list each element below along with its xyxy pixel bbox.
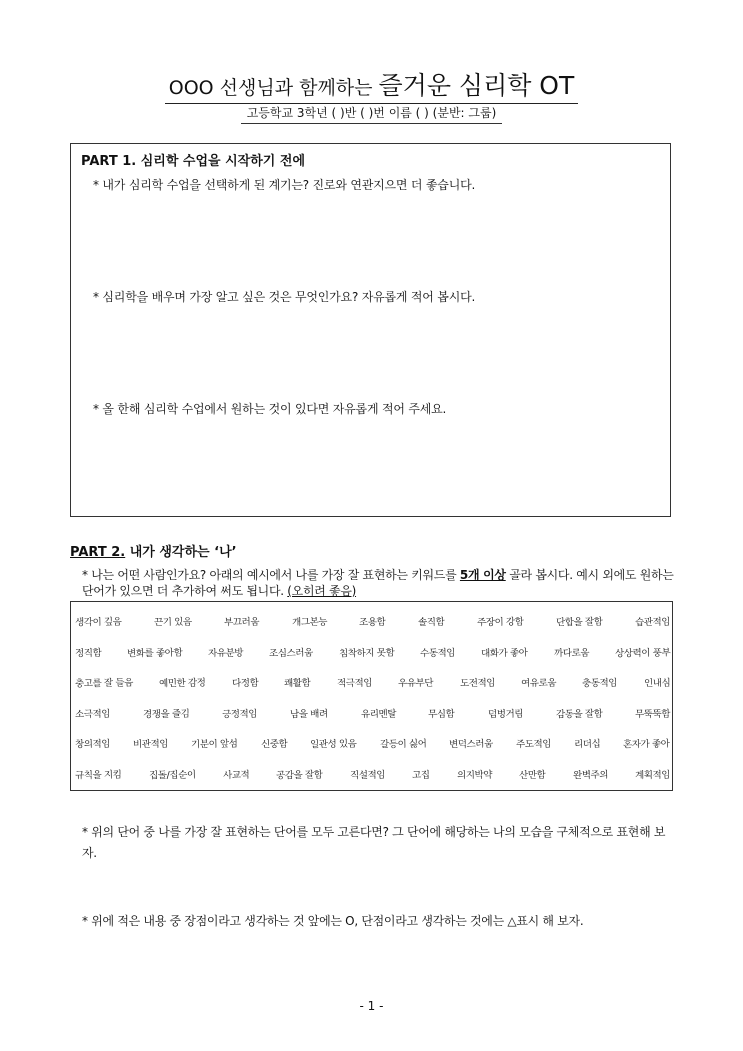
part2-question-1: * 위의 단어 중 나를 가장 잘 표현하는 단어를 모두 고른다면? 그 단어에 해당하는 나의 모습을 구체적으로 표현해 보자.	[82, 825, 666, 860]
part2-heading-rest: 내가 생각하는 ‘나’	[125, 545, 237, 560]
keyword: 무심함	[428, 708, 455, 720]
keyword: 경쟁을 즐김	[142, 708, 190, 721]
instruction-tail: (오히려 좋음)	[287, 584, 357, 598]
keyword: 덤벙거림	[487, 708, 523, 721]
keyword: 무뚝뚝함	[634, 708, 671, 721]
keyword-box	[70, 601, 673, 791]
keyword: 생각이 깊음	[74, 616, 122, 629]
keyword: 상상력이 풍부	[614, 647, 671, 660]
keyword: 조심스러움	[269, 647, 314, 660]
keyword: 자유분방	[208, 647, 244, 660]
instruction-keyword-count: 5개 이상	[459, 568, 506, 582]
part1-heading: PART 1. 심리학 수업을 시작하기 전에	[81, 154, 305, 169]
keyword: 주도적임	[515, 738, 552, 751]
keyword: 소극적임	[74, 708, 111, 721]
keyword: 쾌활함	[284, 678, 311, 690]
keyword-row	[75, 667, 670, 698]
keyword: 여유로움	[520, 677, 557, 690]
keyword-row	[75, 728, 670, 759]
part2-heading-prefix: PART 2.	[70, 545, 126, 560]
student-info-line	[0, 104, 743, 124]
part2-question-2: * 위에 적은 내용 중 장점이라고 생각하는 것 앞에는 O, 단점이라고 생각하는 것에는 △표시 해 보자.	[82, 914, 584, 928]
keyword: 까다로움	[553, 647, 589, 660]
keyword-row	[75, 637, 670, 668]
keyword-row	[75, 698, 670, 729]
keyword: 규칙을 지킴	[74, 769, 122, 782]
keyword: 창의적임	[74, 738, 111, 751]
keyword: 기분이 앞섬	[191, 738, 238, 751]
part1-question-3: * 올 한해 심리학 수업에서 원하는 것이 있다면 자유롭게 적어 주세요.	[93, 402, 447, 416]
keyword: 침착하지 못함	[339, 647, 395, 660]
keyword: 예민한 감정	[159, 677, 206, 690]
instruction-pre: * 나는 어떤 사람인가요? 아래의 예시에서 나를 가장 잘 표현하는 키워드를	[82, 568, 460, 582]
keyword: 변덕스러움	[449, 738, 494, 751]
keyword: 수동적임	[420, 647, 456, 660]
title-accent: 즐거운 심리학 OT	[378, 71, 575, 100]
keyword: 혼자가 좋아	[623, 738, 671, 751]
part1-question-1: * 내가 심리학 수업을 선택하게 된 계기는? 진로와 연관지으면 더 좋습니다.	[93, 178, 476, 192]
keyword: 유리멘탈	[360, 708, 396, 721]
page-number: - 1 -	[359, 999, 384, 1013]
keyword: 조용함	[359, 617, 386, 629]
keyword: 정직함	[74, 647, 102, 659]
keyword: 변화를 좋아함	[127, 647, 183, 660]
keyword: 사교적	[222, 769, 250, 781]
keyword-row	[75, 759, 670, 790]
keyword: 주장이 강함	[476, 616, 524, 629]
part1-box	[70, 143, 671, 517]
keyword: 우유부단	[398, 677, 434, 690]
student-info-text: 고등학교 3학년 ( )반 ( )번 이름 ( ) (분반: 그룹)	[241, 104, 503, 124]
keyword: 단합을 잘함	[555, 616, 603, 629]
keyword: 직설적임	[349, 769, 385, 782]
keyword: 습관적임	[634, 616, 671, 629]
keyword: 신중함	[260, 739, 288, 751]
keyword: 비관적임	[133, 738, 169, 751]
keyword: 산만함	[518, 769, 546, 781]
keyword: 충고를 잘 들음	[74, 677, 134, 690]
keyword: 긍정적임	[222, 708, 258, 721]
keyword-row	[75, 606, 670, 637]
keyword: 인내심	[643, 678, 671, 690]
part2-heading	[70, 541, 237, 560]
keyword: 리더십	[574, 739, 601, 751]
keyword: 충동적임	[582, 677, 618, 690]
keyword: 집돌/집순이	[148, 769, 196, 782]
keyword: 완벽주의	[572, 769, 608, 782]
keyword: 솔직함	[418, 617, 445, 629]
keyword: 공감을 잘함	[275, 769, 323, 782]
keyword: 감동을 잘함	[555, 708, 603, 721]
keyword: 부끄러움	[224, 616, 260, 629]
title-main: OOO 선생님과 함께하는	[168, 77, 373, 99]
title-underline	[165, 66, 579, 104]
part1-question-2: * 심리학을 배우며 가장 알고 싶은 것은 무엇인가요? 자유롭게 적어 봅시다.	[93, 290, 476, 304]
instruction-mid: 골라 봅시다. 예시 외에도 원하는 단어가 있으면 더 추가하여 써도 됩니다.	[82, 568, 674, 598]
keyword: 갈등이 싫어	[379, 738, 427, 751]
keyword: 도전적임	[459, 677, 495, 690]
keyword: 대화가 좋아	[481, 647, 528, 660]
keyword: 끈기 있음	[153, 616, 192, 629]
keyword: 일관성 있음	[310, 738, 357, 751]
keyword: 다정함	[231, 678, 259, 690]
page-title	[0, 66, 743, 104]
keyword: 적극적임	[336, 677, 373, 690]
keyword: 계획적임	[634, 769, 671, 782]
keyword: 개그본능	[291, 616, 327, 629]
keyword: 남을 배려	[290, 708, 328, 721]
keyword: 고집	[411, 769, 430, 781]
part2-instruction	[82, 567, 674, 599]
keyword: 의지박약	[456, 769, 492, 782]
